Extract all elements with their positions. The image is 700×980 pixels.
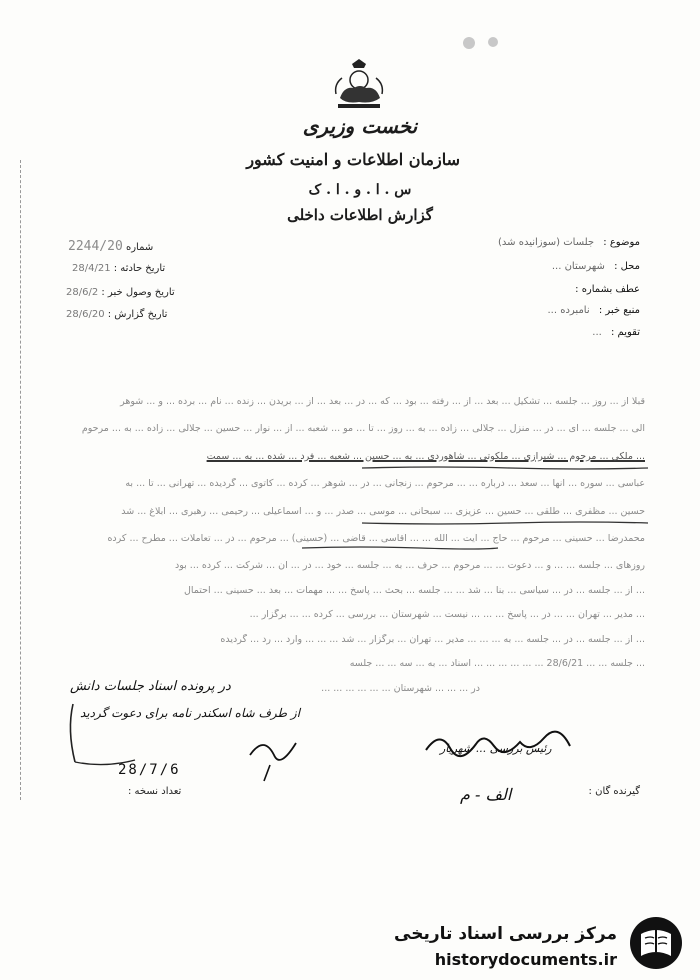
body-line: حسین ... مظفری ... طلقی ... حسین ... عزیزی ... سبحانی ... موسی ... صدر ... و ... اسماعیلی ... رحیمی ... رهبری ... ابلاغ ... شد — [121, 506, 645, 517]
body-line: محمدرضا ... حسینی ... مرحوم ... حاج ... آیت ... الله ... ... آقاسی ... قاضی ... (حسینی) ... مرحوم ... در ... تعاملات ... مطرح ... کرده — [107, 533, 645, 544]
report-date-value: 28/6/20 — [66, 309, 105, 320]
body-line: ... از ... جلسه ... در ... جلسه ... به ... ... ... مدیر ... تهران ... برگزار ... شد ... ... ... وارد ... رد ... گردیده — [220, 634, 645, 645]
report-date-label: تاریخ گزارش : — [107, 309, 168, 320]
source-value: نامبرده ... — [547, 305, 590, 316]
pen-underline — [300, 545, 500, 551]
reference-label: عطف بشماره : — [575, 284, 640, 295]
organization-heading: سازمان اطلاعات و امنیت کشور — [246, 150, 460, 169]
receipt-date-field — [62, 287, 175, 298]
lion-and-sun-emblem-icon — [330, 58, 388, 112]
pen-underline — [360, 520, 650, 526]
body-line-underlined: ... ملکی ... مرحوم ... شیرازی ... ملکوتی ... شاهوردی ... به ... حسین ... شعبه ... فرد ... شده ... به ... سمت — [206, 451, 645, 462]
left-margin-rule — [20, 160, 21, 800]
subject-label: موضوع : — [603, 237, 640, 248]
body-line: ... از ... جلسه ... در ... سیاسی ... بنا ... شد ... ... جلسه ... بحث ... پاسخ ... ... مهمات ... بعد ... حسینی ... احتمال — [183, 585, 645, 596]
scan-speck — [488, 37, 498, 47]
body-line: الی ... جلسه ... ای ... در ... منزل ... جلالی ... زاده ... به ... روز ... تا ... مو ... شعبه ... از ... نوار ... حسین ... جلالی ... زاده ... به ... مرحوم — [81, 423, 645, 434]
handwritten-date: 28/7/6 — [118, 762, 181, 778]
scan-speck — [463, 37, 475, 49]
event-date-label: تاریخ حادثه : — [113, 263, 166, 274]
body-line: قبلا از ... روز ... جلسه ... تشکیل ... بعد ... از ... رفته ... بود ... که ... در ... بعد ... از ... بریدن ... زنده ... نام ... برده ... و ... شوهر — [120, 396, 645, 407]
archive-watermark — [394, 910, 695, 976]
body-line: روزهای ... جلسه ... ... و ... دعوت ... ... مرحوم ... حرف ... به ... جلسه ... خود ... در ... آن ... شرکت ... کرده ... بود — [175, 560, 645, 571]
pen-underline — [360, 465, 650, 471]
archive-logo-icon — [625, 914, 687, 972]
body-line: ... جلسه ... ... 28/6/21 ... ... ... ... ... ... اسناد ... به ... سه ... ... جلسه — [349, 658, 645, 669]
body-line: ... مدیر ... تهران ... ... در ... پاسخ ... ... ... نیست ... شهرستان ... بررسی ... کرده ... ... برگزار ... — [249, 609, 645, 620]
place-label: محل : — [614, 261, 640, 272]
watermark-url: historydocuments.ir — [434, 950, 617, 969]
distribution-field — [592, 327, 640, 338]
place-value: شهرستان ... — [551, 261, 605, 272]
office-heading: نخست وزیری — [302, 114, 418, 138]
initial-scribble — [240, 725, 310, 785]
place-field — [552, 261, 640, 272]
reference-field — [575, 284, 640, 295]
handwritten-initials: الف - م — [460, 785, 512, 804]
number-value: 2244/20 — [68, 239, 123, 254]
distribution-label: تقویم : — [611, 327, 640, 338]
receipt-date-value: 28/6/2 — [66, 287, 99, 298]
number-label: شماره — [125, 242, 154, 253]
number-field — [68, 239, 153, 254]
subject-value: جلسات (سوزانیده شد) — [498, 237, 595, 248]
source-label: منبع خبر : — [598, 305, 640, 316]
receipt-date-label: تاریخ وصول خبر : — [101, 287, 175, 298]
signature-text: رئیس بررسی ... شهریار — [440, 742, 552, 755]
handwritten-bracket — [65, 700, 265, 770]
distribution-value: ... — [592, 327, 602, 338]
body-line: در ... ... ... شهرستان ... ... ... ... ... ... — [321, 683, 480, 694]
event-date-field — [68, 263, 165, 274]
organization-code: س . ا . و . ا . ک — [308, 182, 412, 198]
report-date-field — [62, 309, 167, 320]
handwritten-note-1: در پرونده اسناد جلسات دانش — [70, 679, 231, 694]
event-date-value: 28/4/21 — [72, 263, 111, 274]
copies-label: تعداد نسخه : — [128, 786, 182, 797]
watermark-title: مرکز بررسی اسناد تاریخی — [394, 924, 617, 944]
source-field — [548, 305, 641, 316]
subject-field — [498, 237, 640, 248]
recipients-label: گیرنده گان : — [588, 786, 640, 797]
handwritten-note-2: از طرف شاه اسکندر نامه برای دعوت گردید — [80, 706, 301, 720]
report-type-heading: گزارش اطلاعات داخلی — [287, 206, 433, 224]
body-line: عباسی ... سوره ... آنها ... سعد ... درباره ... ... مرحوم ... زنجانی ... در ... شوهر ... کرده ... کاتوی ... گردیده ... تهرانی ... تا ... به — [125, 478, 645, 489]
